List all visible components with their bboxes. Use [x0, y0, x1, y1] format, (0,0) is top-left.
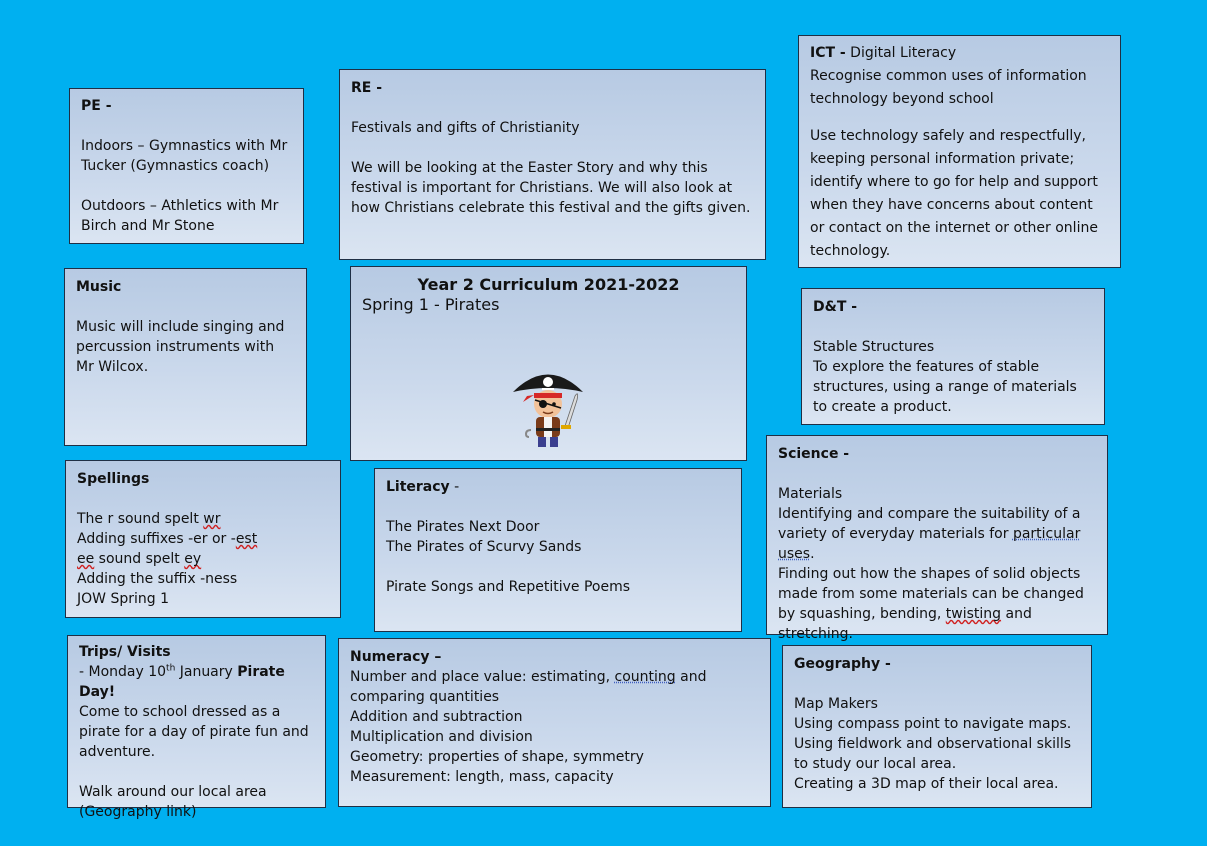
re-description: We will be looking at the Easter Story and why this festival is important for Christians. We will also look at how Christians celebrate this festival and the gifts given.	[351, 160, 751, 216]
spelling-line-1: The r sound spelt wr	[77, 511, 221, 527]
re-box	[339, 69, 766, 260]
trips-line-3: Walk around our local area (Geography link)	[79, 784, 267, 820]
literacy-book-1: The Pirates Next Door	[386, 519, 540, 535]
spellings-heading: Spellings	[77, 471, 150, 487]
geography-line-3: Creating a 3D map of their local area.	[794, 776, 1059, 792]
trips-line-1: - Monday 10th January Pirate Day!	[79, 663, 285, 700]
literacy-box	[374, 468, 742, 632]
science-desc-1: Identifying and compare the suitability of a variety of everyday materials for particular uses.	[778, 506, 1081, 562]
pe-box	[69, 88, 304, 244]
science-box	[766, 435, 1108, 642]
geography-line-1: Using compass point to navigate maps.	[794, 716, 1072, 732]
re-heading: RE -	[351, 80, 383, 96]
numeracy-heading: Numeracy –	[350, 649, 442, 665]
spelling-line-3: ee sound spelt ey	[77, 551, 202, 567]
numeracy-line-3: Multiplication and division	[350, 729, 533, 745]
pirate-illustration	[503, 362, 593, 452]
re-topic: Festivals and gifts of Christianity	[351, 120, 580, 136]
trips-box	[67, 635, 326, 820]
numeracy-line-2: Addition and subtraction	[350, 709, 523, 725]
dt-topic: Stable Structures	[813, 339, 935, 355]
spelling-line-5: JOW Spring 1	[77, 591, 169, 607]
spelling-line-2: Adding suffixes -er or -est	[77, 531, 258, 547]
numeracy-line-4: Geometry: properties of shape, symmetry	[350, 749, 644, 765]
pe-heading: PE -	[81, 98, 112, 114]
dt-description: To explore the features of stable structures, using a range of materials to create a product.	[813, 359, 1077, 415]
ict-line-1: Recognise common uses of information technology beyond school	[810, 68, 1087, 107]
ict-title-line	[810, 42, 1109, 65]
literacy-poems: Pirate Songs and Repetitive Poems	[386, 579, 631, 595]
curriculum-title: Year 2 Curriculum 2021-2022	[417, 275, 680, 294]
numeracy-line-1: Number and place value: estimating, counting and comparing quantities	[350, 669, 707, 705]
geography-line-2: Using fieldwork and observational skills to study our local area.	[794, 736, 1072, 772]
science-topic: Materials	[778, 486, 843, 502]
science-heading: Science -	[778, 446, 850, 462]
geography-box	[782, 645, 1092, 808]
spellings-box	[65, 460, 341, 618]
literacy-heading-line: Literacy -	[386, 479, 460, 495]
trips-line-2: Come to school dressed as a pirate for a day of pirate fun and adventure.	[79, 704, 309, 760]
ict-line-2: Use technology safely and respectfully, keeping personal information private; identify where to go for help and support when they have concerns about content or contact on the internet or other online technology.	[810, 128, 1098, 259]
geography-heading: Geography -	[794, 656, 891, 672]
ict-box	[798, 35, 1121, 268]
dt-box	[801, 288, 1105, 425]
pe-indoors: Indoors – Gymnastics with Mr Tucker (Gymnastics coach)	[81, 138, 288, 174]
term-subtitle: Spring 1 - Pirates	[362, 295, 500, 314]
science-desc-2: Finding out how the shapes of solid objects made from some materials can be changed by squashing, bending, twisting and stretching.	[778, 566, 1084, 642]
numeracy-line-5: Measurement: length, mass, capacity	[350, 769, 614, 785]
literacy-book-2: The Pirates of Scurvy Sands	[386, 539, 582, 555]
trips-heading: Trips/ Visits	[79, 644, 171, 660]
music-box	[64, 268, 307, 446]
literacy-heading: Literacy	[386, 479, 450, 495]
ict-topic: Digital Literacy	[850, 45, 957, 61]
dt-heading: D&T -	[813, 299, 858, 315]
spelling-line-4: Adding the suffix -ness	[77, 571, 238, 587]
geography-topic: Map Makers	[794, 696, 878, 712]
music-description: Music will include singing and percussion instruments with Mr Wilcox.	[76, 319, 285, 375]
numeracy-box	[338, 638, 771, 807]
pe-outdoors: Outdoors – Athletics with Mr Birch and Mr Stone	[81, 198, 279, 234]
music-heading: Music	[76, 279, 122, 295]
ict-heading: ICT -	[810, 45, 846, 61]
curriculum-title-box	[350, 266, 747, 461]
